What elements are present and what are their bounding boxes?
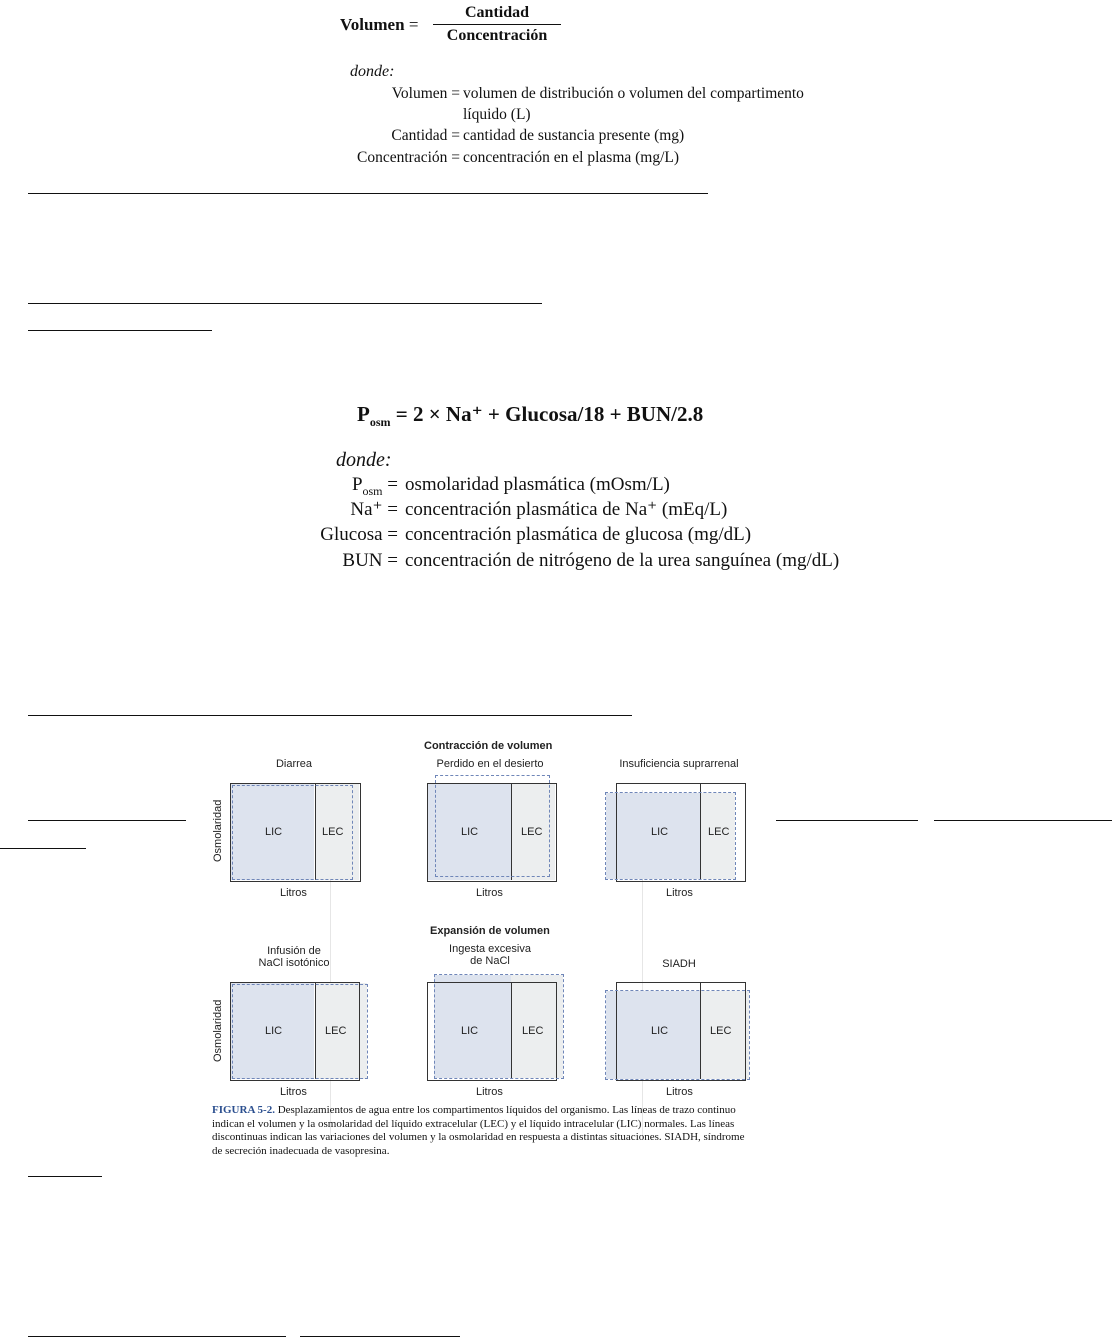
redacted-line	[28, 330, 212, 331]
formula2-equation: $P_{osm} = 2 \times Na^+ + Glucosa/18 + BUN/2.8$	[357, 402, 704, 430]
changed-volume-box	[434, 974, 564, 1079]
def-concentracion-desc: concentración en el plasma (mg/L)	[463, 149, 680, 166]
figure-caption	[212, 1104, 752, 1158]
formula1-fraction	[433, 4, 561, 45]
def-bun-desc: concentración de nitrógeno de la urea sanguínea (mg/dL)	[405, 550, 840, 571]
redacted-line	[28, 1176, 102, 1177]
panel-title-siadh: SIADH	[662, 958, 696, 970]
def-cantidad-desc: cantidad de sustancia presente (mg)	[463, 127, 685, 144]
lic-label: LIC	[651, 1025, 669, 1037]
lic-label: LIC	[461, 1025, 479, 1037]
def-glucosa-term: Glucosa =	[320, 524, 398, 545]
axis-x-label: Litros	[476, 887, 503, 899]
axis-x-label: Litros	[280, 1086, 307, 1098]
lec-label: LEC	[710, 1025, 732, 1037]
axis-y-label: Osmolaridad	[212, 799, 224, 862]
axis-x-label: Litros	[666, 1086, 693, 1098]
def-cantidad-term: Cantidad =	[391, 127, 460, 144]
lic-label: LIC	[265, 826, 283, 838]
def-na-desc: concentración plasmática de Na⁺ (mEq/L)	[405, 499, 728, 520]
redacted-line	[28, 820, 186, 821]
def-bun-term: BUN =	[342, 550, 398, 571]
caption-text: Desplazamientos de agua entre los compartimentos líquidos del organismo. Las líneas de trazo continuo indican el volumen y la osmolaridad del líquido extracelular (LEC) y el líquido intracelular (LIC) normales. Las líneas discontinuas indican las variaciones del volumen y la osmolaridad en respuesta a distintas situaciones. SIADH, síndrome de secreción inadecuada de vasopresina.	[212, 1104, 745, 1157]
axis-y-label: Osmolaridad	[212, 999, 224, 1062]
formula2-donde: donde:	[336, 449, 392, 471]
lec-label: LEC	[325, 1025, 347, 1037]
axis-x-label: Litros	[666, 887, 693, 899]
formula2-definitions	[0, 472, 1113, 582]
panel-title-diarrea: Diarrea	[275, 758, 313, 770]
panel-title-ingesta: Ingesta excesiva de NaCl	[449, 943, 531, 967]
lec-label: LEC	[521, 826, 543, 838]
panel-title-insuficiencia: Insuficiencia suprarrenal	[619, 758, 739, 770]
def-na-term: Na⁺ =	[350, 499, 398, 520]
def-volumen-desc: volumen de distribución o volumen del compartimento	[463, 85, 804, 102]
lec-label: LEC	[322, 826, 344, 838]
figure-group-top-title: Contracción de volumen	[424, 740, 553, 752]
redacted-line	[28, 193, 708, 194]
redacted-line	[28, 1336, 286, 1337]
def-posm-term: $P_{osm}$ =	[351, 474, 398, 498]
formula1-donde: donde:	[350, 63, 395, 80]
changed-volume-box	[232, 984, 368, 1079]
lic-label: LIC	[651, 826, 669, 838]
redacted-line	[300, 1336, 460, 1337]
lec-label: LEC	[522, 1025, 544, 1037]
def-volumen-term: Volumen =	[391, 85, 460, 102]
redacted-line	[776, 820, 918, 821]
lic-label: LIC	[461, 826, 479, 838]
redacted-line	[28, 303, 542, 304]
lec-label: LEC	[708, 826, 730, 838]
panel-title-desierto: Perdido en el desierto	[436, 758, 544, 770]
def-posm-desc: osmolaridad plasmática (mOsm/L)	[405, 474, 670, 495]
formula1-numerator: Cantidad	[433, 4, 561, 25]
lic-label: LIC	[265, 1025, 283, 1037]
figure-group-bottom-title: Expansión de volumen	[430, 925, 550, 937]
redacted-line	[0, 848, 86, 849]
axis-x-label: Litros	[476, 1086, 503, 1098]
formula1-lhs: Volumen =	[340, 15, 419, 34]
formula1-denominator: Concentración	[446, 27, 548, 44]
panel-title-infusion: Infusión de NaCl isotónico	[258, 945, 330, 969]
caption-label: FIGURA 5-2.	[212, 1104, 275, 1116]
redacted-line	[28, 715, 632, 716]
axis-x-label: Litros	[280, 887, 307, 899]
formula1-definitions	[0, 83, 1113, 173]
def-concentracion-term: Concentración =	[357, 149, 460, 166]
def-glucosa-desc: concentración plasmática de glucosa (mg/dL)	[405, 524, 752, 545]
redacted-line	[934, 820, 1112, 821]
def-volumen-desc2: líquido (L)	[463, 106, 531, 123]
